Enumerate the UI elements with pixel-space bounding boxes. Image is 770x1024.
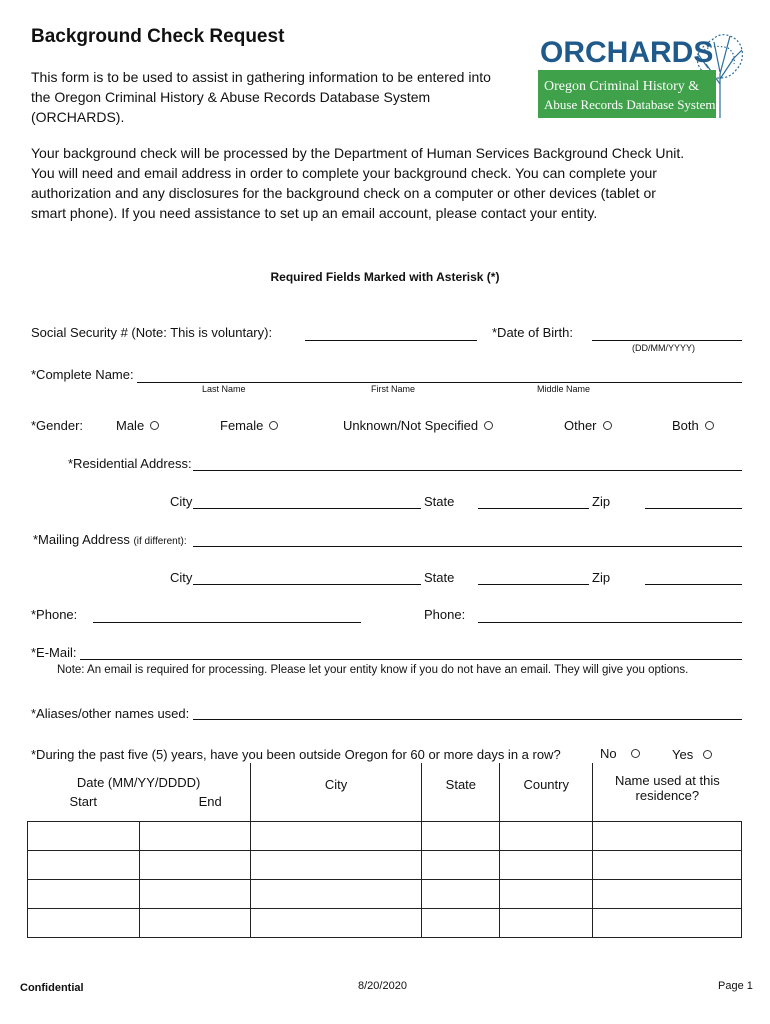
intro-line: This form is to be used to assist in gathering information to be entered into <box>31 69 491 85</box>
state-cell[interactable] <box>422 850 500 879</box>
table-row <box>28 821 742 850</box>
city-label: City <box>170 570 193 585</box>
zip-label: Zip <box>592 570 611 585</box>
city-header: City <box>324 777 348 792</box>
state-cell[interactable] <box>422 908 500 937</box>
gender-option-female[interactable]: Female <box>220 418 278 433</box>
end-header: End <box>198 794 222 809</box>
paragraph-line: authorization and any disclosures for the background check on a computer or other devices (tablet or <box>31 185 656 201</box>
last-name-caption: Last Name <box>202 384 246 394</box>
outside-oregon-question: *During the past five (5) years, have you been outside Oregon for 60 or more days in a row? <box>31 747 561 762</box>
email-note: Note: An email is required for processing. Please let your entity know if you do not have an email. They will give you options. <box>57 664 689 676</box>
phone-label: *Phone: <box>31 607 78 622</box>
instructions-paragraph <box>31 143 684 223</box>
city-header-cell <box>250 763 422 821</box>
radio-icon[interactable] <box>703 750 712 759</box>
ssn-field[interactable] <box>305 340 477 341</box>
logo-wordmark: ORCHARDS <box>540 36 714 69</box>
mailing-state-field[interactable] <box>478 584 589 585</box>
radio-icon[interactable] <box>269 421 278 430</box>
state-label: State <box>424 494 455 509</box>
complete-name-field[interactable] <box>137 382 742 383</box>
name-used-cell[interactable] <box>593 908 742 937</box>
residential-zip-field[interactable] <box>645 508 742 509</box>
name-used-header-2: residence? <box>635 788 700 803</box>
residential-address-label: *Residential Address: <box>68 456 192 471</box>
mailing-address-label: *Mailing Address (if different): <box>33 532 187 547</box>
country-header: Country <box>523 777 569 792</box>
residential-city-field[interactable] <box>193 508 421 509</box>
gender-option-unknown[interactable]: Unknown/Not Specified <box>343 418 493 433</box>
state-header: State <box>445 777 477 792</box>
intro-text <box>31 67 531 127</box>
footer-confidential: Confidential <box>20 982 84 994</box>
name-used-cell[interactable] <box>593 879 742 908</box>
phone2-label: Phone: <box>424 607 466 622</box>
tree-icon <box>538 24 744 120</box>
mailing-address-field[interactable] <box>193 546 742 547</box>
paragraph-line: smart phone). If you need assistance to set up an email account, please contact your entity. <box>31 205 598 221</box>
intro-line: (ORCHARDS). <box>31 109 125 125</box>
date-header-cell <box>28 763 251 821</box>
state-header-cell <box>422 763 500 821</box>
city-cell[interactable] <box>250 850 422 879</box>
start-cell[interactable] <box>28 908 140 937</box>
logo-subtitle-1: Oregon Criminal History & <box>544 79 700 94</box>
ssn-label: Social Security # (Note: This is voluntary): <box>31 325 273 340</box>
footer-date: 8/20/2020 <box>358 980 407 992</box>
paragraph-line: You will need and email address in order to complete your background check. You can complete your <box>31 165 657 181</box>
end-cell[interactable] <box>139 850 250 879</box>
radio-icon[interactable] <box>705 421 714 430</box>
middle-name-caption: Middle Name <box>537 384 591 394</box>
mailing-city-field[interactable] <box>193 584 421 585</box>
date-header: Date (MM/YY/DDDD) <box>76 775 201 790</box>
name-label: *Complete Name: <box>31 367 134 382</box>
country-cell[interactable] <box>500 908 593 937</box>
start-cell[interactable] <box>28 850 140 879</box>
name-used-header-cell <box>593 763 742 821</box>
gender-label: *Gender: <box>31 418 84 433</box>
intro-line: the Oregon Criminal History & Abuse Records Database System <box>31 89 431 105</box>
page-title: Background Check Request <box>31 26 285 47</box>
mailing-address-hint: (if different): <box>133 536 187 547</box>
aliases-field[interactable] <box>193 719 742 720</box>
state-cell[interactable] <box>422 879 500 908</box>
residence-history-table <box>27 763 742 938</box>
name-used-cell[interactable] <box>593 850 742 879</box>
start-cell[interactable] <box>28 821 140 850</box>
table-header-row <box>28 763 742 821</box>
radio-icon[interactable] <box>150 421 159 430</box>
end-cell[interactable] <box>139 879 250 908</box>
residential-address-field[interactable] <box>193 470 742 471</box>
state-label: State <box>424 570 455 585</box>
email-field[interactable] <box>80 659 742 660</box>
gender-option-other[interactable]: Other <box>564 418 612 433</box>
radio-icon[interactable] <box>631 749 640 758</box>
logo-subtitle-2: Abuse Records Database System <box>544 97 716 112</box>
radio-icon[interactable] <box>603 421 612 430</box>
table-row <box>28 850 742 879</box>
country-cell[interactable] <box>500 821 593 850</box>
footer-page-number: Page 1 <box>718 980 753 992</box>
country-cell[interactable] <box>500 879 593 908</box>
end-cell[interactable] <box>139 908 250 937</box>
dob-field[interactable] <box>592 340 742 341</box>
name-used-cell[interactable] <box>593 821 742 850</box>
mailing-zip-field[interactable] <box>645 584 742 585</box>
gender-option-male[interactable]: Male <box>116 418 159 433</box>
email-label: *E-Mail: <box>31 645 77 660</box>
city-cell[interactable] <box>250 908 422 937</box>
dob-format-hint: (DD/MM/YYYY) <box>632 343 695 353</box>
country-cell[interactable] <box>500 850 593 879</box>
zip-label: Zip <box>592 494 611 509</box>
state-cell[interactable] <box>422 821 500 850</box>
required-fields-note: Required Fields Marked with Asterisk (*) <box>270 270 500 284</box>
start-header: Start <box>69 794 97 809</box>
country-header-cell <box>500 763 593 821</box>
table-row <box>28 879 742 908</box>
city-label: City <box>170 494 193 509</box>
dob-label: *Date of Birth: <box>492 325 573 340</box>
gender-option-both[interactable]: Both <box>672 418 714 433</box>
table-row <box>28 908 742 937</box>
orchards-logo <box>538 24 744 120</box>
end-cell[interactable] <box>139 821 250 850</box>
city-cell[interactable] <box>250 879 422 908</box>
residential-state-field[interactable] <box>478 508 589 509</box>
phone-field[interactable] <box>93 622 361 623</box>
outside-yes-option[interactable]: Yes <box>672 747 712 762</box>
city-cell[interactable] <box>250 821 422 850</box>
outside-no-option[interactable]: No <box>600 746 640 761</box>
aliases-label: *Aliases/other names used: <box>31 706 190 721</box>
first-name-caption: First Name <box>371 384 416 394</box>
radio-icon[interactable] <box>484 421 493 430</box>
phone2-field[interactable] <box>478 622 742 623</box>
name-used-header-1: Name used at this <box>614 773 720 788</box>
start-cell[interactable] <box>28 879 140 908</box>
paragraph-line: Your background check will be processed by the Department of Human Services Background Check Unit. <box>31 145 685 161</box>
